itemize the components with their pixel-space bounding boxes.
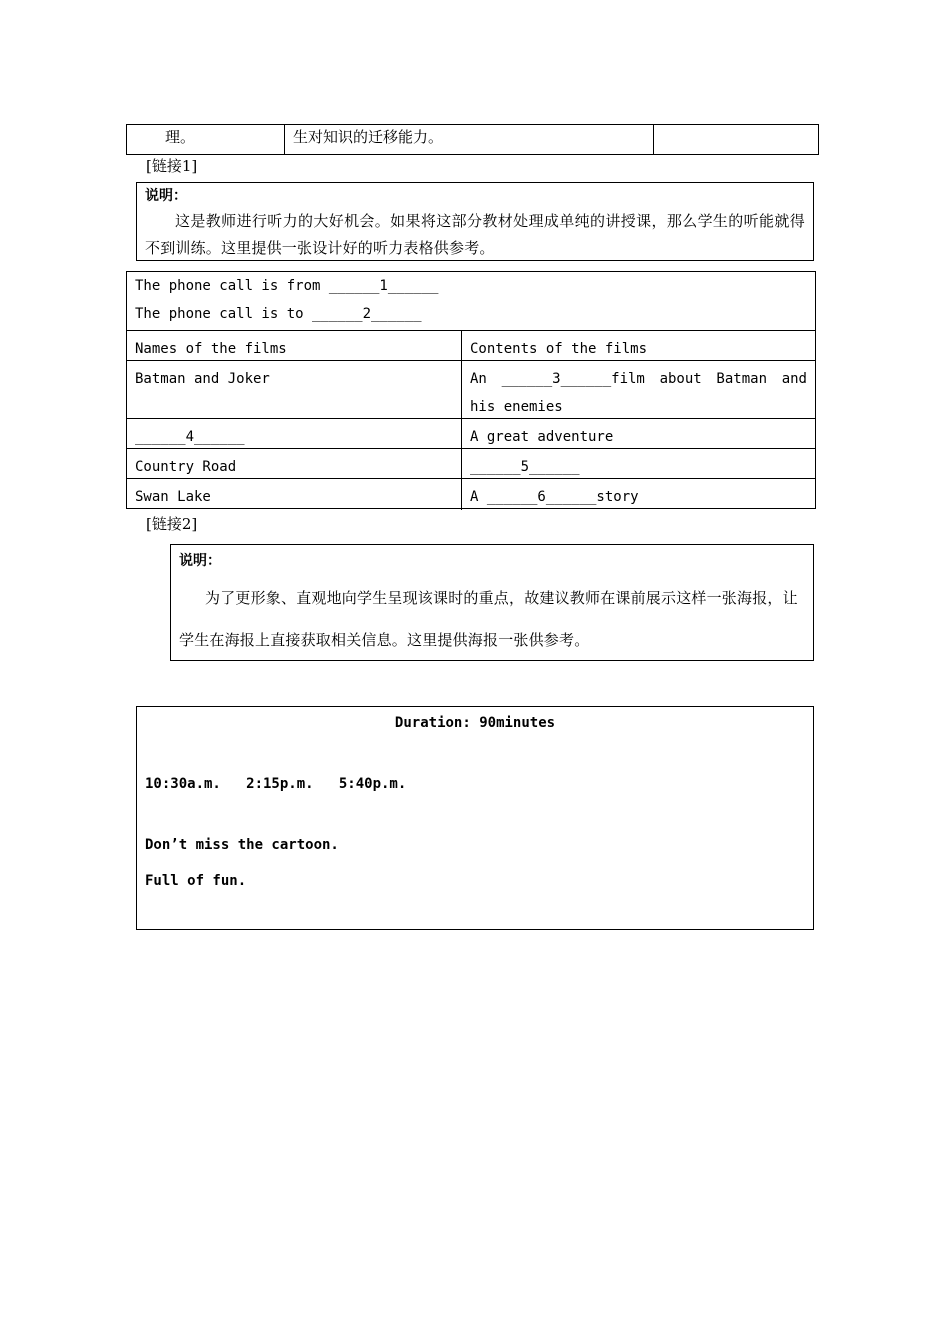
poster-showtimes: 10:30a.m. 2:15p.m. 5:40p.m. xyxy=(145,776,407,792)
film-name: Country Road xyxy=(127,449,462,479)
note-title: 说明： xyxy=(179,553,221,569)
table-cell xyxy=(654,125,818,154)
call-from-text: The phone call is from ______1______ xyxy=(135,278,439,294)
table-cell: 理。 xyxy=(127,125,285,154)
column-header: Names of the films xyxy=(127,331,462,361)
table-cell xyxy=(127,272,815,330)
call-to-text: The phone call is to ______2______ xyxy=(135,306,422,322)
note-title: 说明： xyxy=(145,188,187,204)
poster-line: Don’t miss the cartoon. xyxy=(145,837,339,853)
film-name: Swan Lake xyxy=(127,479,462,510)
continuation-table xyxy=(126,124,819,155)
film-content: A great adventure xyxy=(470,429,614,445)
note-box-2 xyxy=(170,544,814,661)
note-body: 这是教师进行听力的大好机会。如果将这部分教材处理成单纯的讲授课，那么学生的听能就得不到训练。这里提供一张设计好的听力表格供参考。 xyxy=(145,212,805,257)
note-body: 为了更形象、直观地向学生呈现该课时的重点，故建议教师在课前展示这样一张海报，让学生在海报上直接获取相关信息。这里提供海报一张供参考。 xyxy=(179,589,798,649)
column-header: Contents of the films xyxy=(470,341,648,357)
poster-box xyxy=(136,706,814,930)
table-row xyxy=(127,272,815,330)
table-cell: 生对知识的迁移能力。 xyxy=(285,125,654,154)
poster-line: Full of fun. xyxy=(145,873,247,889)
film-content: A ______6______story xyxy=(470,489,639,505)
poster-duration: Duration: 90minutes xyxy=(394,715,556,731)
note-box-1 xyxy=(136,182,814,261)
link-label-2: [链接2] xyxy=(146,515,198,533)
film-name: ______4______ xyxy=(127,419,462,449)
film-name: Batman and Joker xyxy=(127,361,462,419)
table-header-row xyxy=(127,330,815,361)
film-content: An ______3______film about Batman and his enemies xyxy=(470,371,807,415)
table-row xyxy=(127,448,815,479)
listening-table xyxy=(126,271,816,509)
table-row xyxy=(127,418,815,449)
link-label-1: [链接1] xyxy=(146,157,198,175)
table-row xyxy=(127,360,815,419)
film-content: ______5______ xyxy=(470,459,580,475)
table-row xyxy=(127,478,815,510)
